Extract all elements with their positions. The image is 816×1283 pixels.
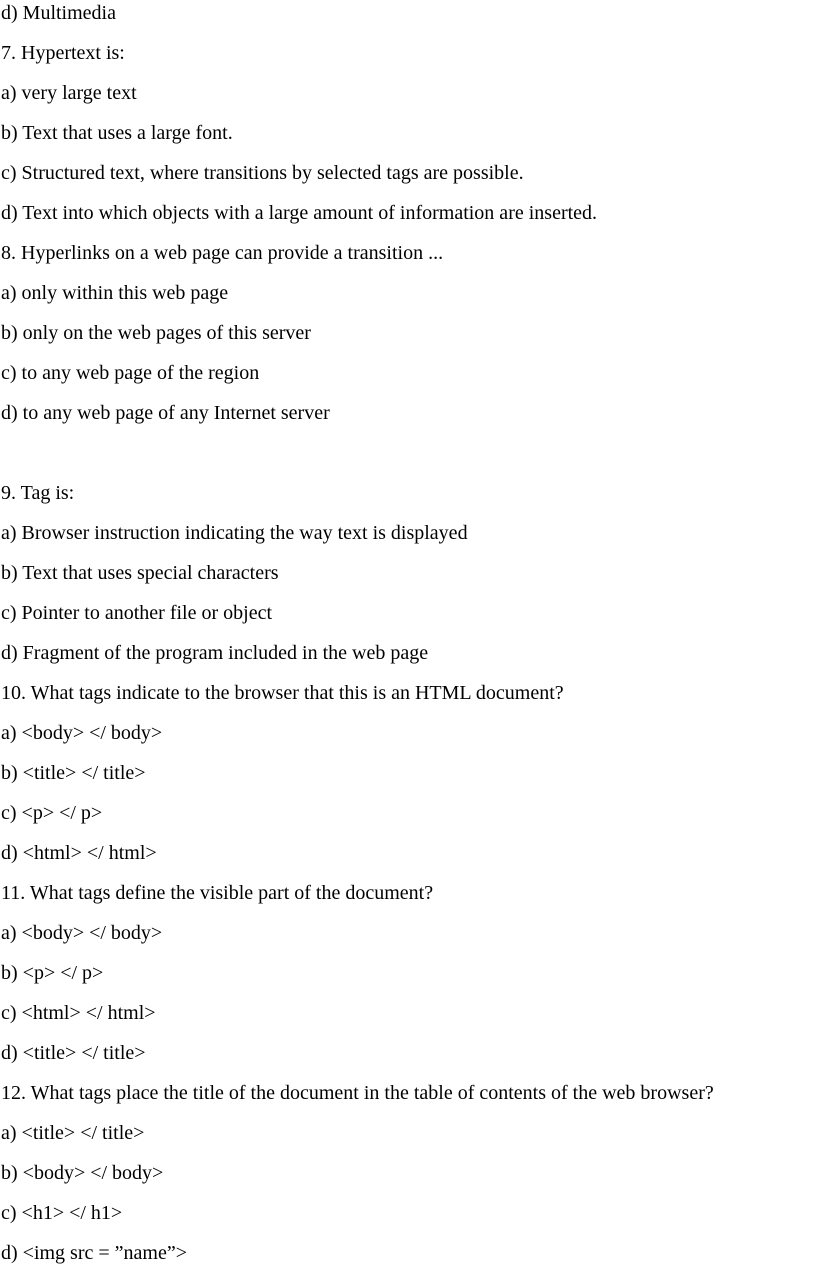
question-9: 9. Tag is:	[1, 482, 75, 504]
answer-option-10c: c) <p> </ p>	[1, 802, 103, 824]
answer-option-11c: c) <html> </ html>	[1, 1002, 156, 1024]
answer-option-11b: b) <p> </ p>	[1, 962, 104, 984]
answer-option-7d: d) Text into which objects with a large amount of information are inserted.	[1, 202, 598, 224]
answer-option-8b: b) only on the web pages of this server	[1, 322, 311, 344]
answer-option-12d: d) <img src = ”name”>	[1, 1242, 187, 1264]
answer-option-9a: a) Browser instruction indicating the way text is displayed	[1, 522, 468, 544]
answer-option-10a: a) <body> </ body>	[1, 722, 163, 744]
answer-option-8a: a) only within this web page	[1, 282, 229, 304]
answer-option-9c: c) Pointer to another file or object	[1, 602, 273, 624]
question-8: 8. Hyperlinks on a web page can provide a transition ...	[1, 242, 444, 264]
answer-option-6d: d) Multimedia	[1, 2, 116, 24]
answer-option-12a: a) <title> </ title>	[1, 1122, 145, 1144]
answer-option-11a: a) <body> </ body>	[1, 922, 163, 944]
answer-option-9d: d) Fragment of the program included in the web page	[1, 642, 429, 664]
answer-option-12c: c) <h1> </ h1>	[1, 1202, 123, 1224]
answer-option-7c: c) Structured text, where transitions by selected tags are possible.	[1, 162, 524, 184]
answer-option-7b: b) Text that uses a large font.	[1, 122, 233, 144]
question-7: 7. Hypertext is:	[1, 42, 125, 64]
answer-option-12b: b) <body> </ body>	[1, 1162, 164, 1184]
answer-option-11d: d) <title> </ title>	[1, 1042, 146, 1064]
question-12: 12. What tags place the title of the document in the table of contents of the web browser?	[1, 1082, 714, 1104]
blank-line	[0, 433, 816, 473]
answer-option-8c: c) to any web page of the region	[1, 362, 260, 384]
answer-option-10d: d) <html> </ html>	[1, 842, 157, 864]
answer-option-9b: b) Text that uses special characters	[1, 562, 279, 584]
question-10: 10. What tags indicate to the browser that this is an HTML document?	[1, 682, 564, 704]
answer-option-7a: a) very large text	[1, 82, 137, 104]
answer-option-8d: d) to any web page of any Internet server	[1, 402, 330, 424]
answer-option-10b: b) <title> </ title>	[1, 762, 146, 784]
question-11: 11. What tags define the visible part of the document?	[1, 882, 434, 904]
